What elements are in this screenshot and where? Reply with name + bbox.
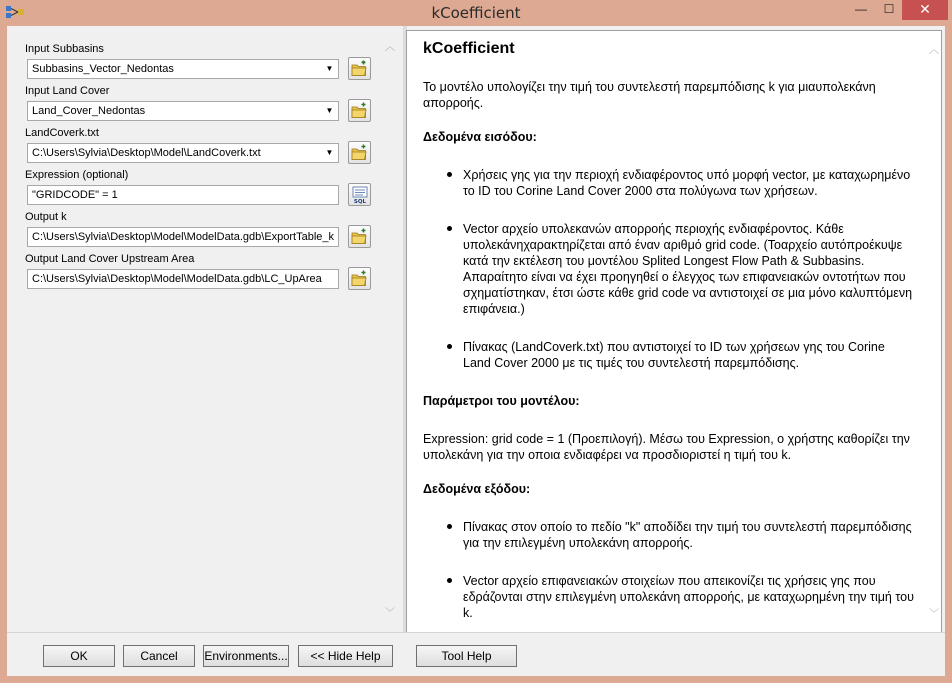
browse-output-k-button[interactable]	[348, 225, 371, 248]
dropdown-arrow-icon[interactable]: ▼	[325, 148, 334, 157]
close-button[interactable]: ✕	[902, 0, 948, 20]
list-item	[447, 221, 915, 317]
minimize-button[interactable]: —	[855, 2, 867, 16]
browse-output-land-cover-button[interactable]	[348, 267, 371, 290]
bullet-icon	[447, 524, 452, 529]
expression-label: Expression (optional)	[25, 169, 129, 181]
button-bar	[7, 632, 945, 676]
landcoverk-label: LandCoverk.txt	[25, 127, 99, 139]
list-item	[447, 519, 915, 551]
help-scroll-down-icon[interactable]: ﹀	[929, 609, 939, 620]
inputs-heading: Δεδομένα εισόδου:	[423, 130, 537, 144]
outputs-list	[447, 519, 915, 621]
output-land-cover-value: C:\Users\Sylvia\Desktop\Model\ModelData.gdb\LC_UpArea	[32, 273, 322, 285]
folder-icon	[351, 144, 369, 162]
bullet-icon	[447, 578, 452, 583]
landcoverk-value: C:\Users\Sylvia\Desktop\Model\LandCoverk.txt	[32, 147, 261, 159]
bullet-icon	[447, 172, 452, 177]
sql-icon	[351, 186, 369, 204]
maximize-button[interactable]: ☐	[883, 2, 895, 16]
hide-help-button[interactable]: << Hide Help	[298, 645, 393, 667]
list-item-text: Πίνακας (LandCoverk.txt) που αντιστοιχεί το ID των χρήσεων γης του Corine Land Cover 2000 με τις τιμές του συντελεστή παρεμπόδισης.	[463, 340, 885, 370]
folder-icon	[351, 228, 369, 246]
input-land-cover-combo[interactable]	[27, 101, 339, 121]
bullet-icon	[447, 226, 452, 231]
landcoverk-combo[interactable]	[27, 143, 339, 163]
browse-land-cover-button[interactable]	[348, 99, 371, 122]
window-title: kCoefficient	[431, 4, 521, 22]
dialog-client-area	[7, 26, 945, 676]
browse-subbasins-button[interactable]	[348, 57, 371, 80]
parameters-panel	[7, 26, 403, 632]
expression-value: "GRIDCODE" = 1	[32, 189, 118, 201]
help-intro: Το μοντέλο υπολογίζει την τιμή του συντελεστή παρεμπόδισης k για μιαυπολεκάνη απορροής.	[423, 80, 876, 110]
outputs-heading: Δεδομένα εξόδου:	[423, 482, 531, 496]
list-item	[447, 167, 915, 199]
list-item	[447, 573, 915, 621]
help-scroll-up-icon[interactable]: ︿	[929, 45, 939, 56]
list-item-text: Χρήσεις γης για την περιοχή ενδιαφέροντος υπό μορφή vector, με καταχωρημένο το ID του Corine Land Cover 2000 στα πολύγωνα των χρήσεων.	[463, 168, 911, 198]
output-land-cover-field[interactable]	[27, 269, 339, 289]
input-subbasins-value: Subbasins_Vector_Nedontas	[32, 63, 174, 75]
input-land-cover-label: Input Land Cover	[25, 85, 110, 97]
list-item-text: Vector αρχείο επιφανειακών στοιχείων που απεικονίζει τις χρήσεις γης που εδράζονται στην επιλεγμένη υπολεκάνη απορροής, με καταχωρημένη την τιμή του k.	[463, 574, 914, 620]
bullet-icon	[447, 344, 452, 349]
cancel-button[interactable]: Cancel	[123, 645, 195, 667]
dropdown-arrow-icon[interactable]: ▼	[325, 106, 334, 115]
folder-icon	[351, 270, 369, 288]
list-item-text: Πίνακας στον οποίο το πεδίο "k" αποδίδει την τιμή του συντελεστή παρεμπόδισης για την επιλεγμένη υπολεκάνη απορροής.	[463, 520, 912, 550]
output-k-field[interactable]	[27, 227, 339, 247]
help-content	[423, 39, 915, 634]
help-title: kCoefficient	[423, 40, 515, 57]
params-heading: Παράμετροι του μοντέλου:	[423, 394, 580, 408]
params-text: Expression: grid code = 1 (Προεπιλογή). Μέσω του Expression, ο χρήστης καθορίζει την υπολεκάνη για την οποια ενδιαφέρει να προσδιοριστεί η τιμή του k.	[423, 432, 910, 462]
dropdown-arrow-icon[interactable]: ▼	[325, 64, 334, 73]
form-scroll-down-icon[interactable]: ﹀	[385, 608, 395, 619]
environments-button[interactable]: Environments...	[203, 645, 289, 667]
inputs-list	[447, 167, 915, 371]
output-land-cover-label: Output Land Cover Upstream Area	[25, 253, 195, 265]
input-subbasins-label: Input Subbasins	[25, 43, 104, 55]
output-k-label: Output k	[25, 211, 67, 223]
form-scroll-up-icon[interactable]: ︿	[385, 42, 395, 53]
tool-help-button[interactable]: Tool Help	[416, 645, 517, 667]
list-item-text: Vector αρχείο υπολεκανών απορροής περιοχής ενδιαφέροντος. Κάθε υπολεκάνηχαρακτηρίζεται από έναν αριθμό grid code. (Τοαρχείο αυτόπροέκυψε κατά την εκτέλεση του μοντέλου Splited Longest Flow Path & Subbasins. Απαραίτητο είναι να έχει προηγηθεί ο έλεγχος των επιφανειακών οντοτήτων που σχηματίστηκαν, έτσι ώστε κάθε grid code να αντιστοιχεί σε μια μόνο καλυπτόμενη επιφάνεια.)	[463, 222, 913, 316]
list-item	[447, 339, 915, 371]
output-k-value: C:\Users\Sylvia\Desktop\Model\ModelData.gdb\ExportTable_k	[32, 231, 335, 243]
sql-icon-label: SQL	[353, 199, 367, 204]
browse-landcoverk-button[interactable]	[348, 141, 371, 164]
folder-icon	[351, 60, 369, 78]
help-panel	[406, 30, 942, 634]
input-subbasins-combo[interactable]	[27, 59, 339, 79]
sql-builder-button[interactable]	[348, 183, 371, 206]
title-bar	[0, 0, 952, 26]
ok-button[interactable]: OK	[43, 645, 115, 667]
folder-icon	[351, 102, 369, 120]
input-land-cover-value: Land_Cover_Nedontas	[32, 105, 146, 117]
expression-field[interactable]	[27, 185, 339, 205]
